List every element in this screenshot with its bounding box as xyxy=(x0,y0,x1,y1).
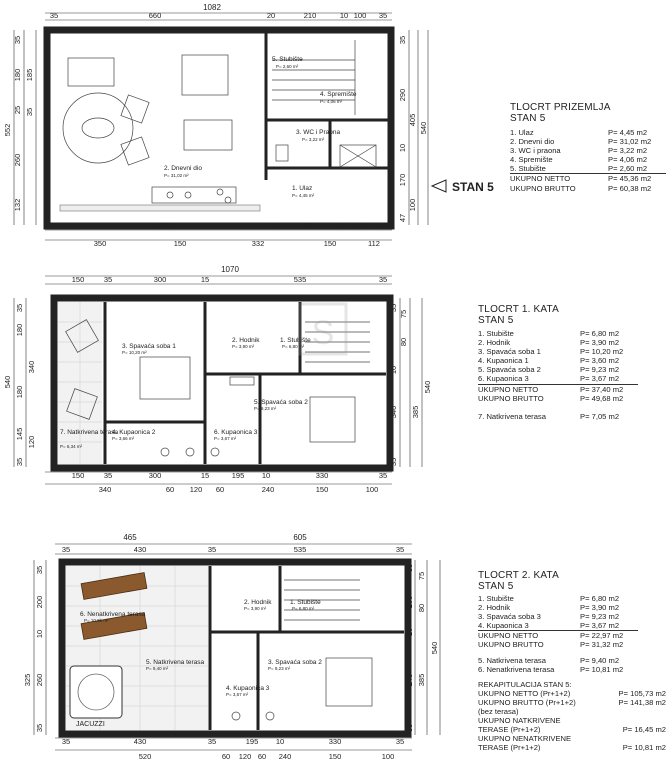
table-row: 1. Stubište P= 6,80 m2 xyxy=(478,329,620,338)
dim-bot-5: 195 xyxy=(231,471,245,480)
table-subtitle: STAN 5 xyxy=(478,581,514,592)
table-total-row: UKUPNO NETTO P= 37,40 m2 xyxy=(478,384,624,394)
dim-left-3: 25 xyxy=(13,105,22,115)
room-label: 3. Spavaća soba 1 xyxy=(122,343,176,350)
dim-top-2: 430 xyxy=(133,545,147,554)
dim-right-3: 200 xyxy=(405,595,414,609)
dim-top-4: 535 xyxy=(293,545,307,554)
room-area: P= 4,06 m² xyxy=(320,99,343,104)
dim-bot-o7: 100 xyxy=(381,752,395,761)
dim-top-total: 1082 xyxy=(203,3,221,12)
dim-top-1: 35 xyxy=(49,11,59,20)
room-area: P= 3,67 m² xyxy=(214,436,237,441)
first-floor-plan xyxy=(0,262,460,502)
table-total-row: UKUPNO BRUTTO P= 60,38 m2 xyxy=(510,183,652,193)
dim-top-3: 300 xyxy=(153,275,167,284)
dim-left-6: 35 xyxy=(35,723,44,733)
dim-right-5: 340 xyxy=(389,405,398,419)
dim-left-2: 180 xyxy=(15,323,24,337)
dim-bot-3: 300 xyxy=(148,471,162,480)
room-label: 3. Spavaća soba 2 xyxy=(268,659,322,666)
table-row: 6. Kupaonica 3 P= 3,67 m2 xyxy=(478,374,638,384)
recap-label: UKUPNO NENATKRIVENE xyxy=(478,734,572,744)
table-row: 3. WC i praona P= 3,22 m2 xyxy=(510,146,648,156)
dim-bot-o6: 150 xyxy=(315,485,329,494)
room-area: P= 3,66 m² xyxy=(112,436,135,441)
dim-top-6: 100 xyxy=(353,11,367,20)
table-row: 7. Natkrivena terasa P= 7,05 m2 xyxy=(478,411,620,421)
dim-bot-2: 430 xyxy=(133,737,147,746)
table-total-row: UKUPNO NETTO P= 22,97 m2 xyxy=(478,631,624,641)
room-label: 6. Kupaonica 3 xyxy=(214,429,258,436)
dim-right-3: 80 xyxy=(399,337,408,347)
recap-row: UKUPNO NETTO (Pr+1+2) P= 105,73 m2 xyxy=(478,688,666,698)
dim-bot-o2: 150 xyxy=(173,239,187,248)
dim-top-5: 35 xyxy=(395,545,405,554)
dim-left-5: 132 xyxy=(13,198,22,212)
entrance-marker-icon xyxy=(432,180,446,192)
dim-top-3: 20 xyxy=(266,11,276,20)
dim-top-total: 1070 xyxy=(221,265,239,274)
dim-bot-6: 330 xyxy=(328,737,342,746)
table-title: TLOCRT 1. KATA xyxy=(478,304,559,315)
dim-bot-5: 10 xyxy=(275,737,285,746)
table-row: 3. Spavaća soba 3 P= 9,23 m2 xyxy=(478,612,620,622)
dim-bot-4: 15 xyxy=(200,471,210,480)
dim-left-3: 340 xyxy=(27,360,36,374)
dim-left-4: 180 xyxy=(15,385,24,399)
room-label: 4. Kupaonica 3 xyxy=(226,685,270,692)
dim-right-6: 170 xyxy=(398,173,407,187)
dim-right-7: 35 xyxy=(389,457,398,467)
dim-bot-4: 190 xyxy=(298,221,312,230)
dim-bot-7: 35 xyxy=(395,737,405,746)
room-label: 3. WC i Praona xyxy=(296,129,341,136)
dim-bot-2: 660 xyxy=(158,221,172,230)
dim-bot-6: 10 xyxy=(261,471,271,480)
room-label: 7. Natkrivena terasa xyxy=(60,429,119,436)
room-label: 6. Nenatkrivena terasa xyxy=(80,611,146,618)
room-area: P= 9,40 m² xyxy=(146,666,169,671)
dim-bot-o1: 340 xyxy=(98,485,112,494)
dim-bot-5: 10 xyxy=(333,221,343,230)
dim-right-4: 10 xyxy=(398,143,407,153)
room-label: 2. Dnevni dio xyxy=(164,165,202,172)
dim-bot-o3: 332 xyxy=(251,239,265,248)
dim-left-6: 185 xyxy=(25,68,34,82)
dim-bot-o2: 60 xyxy=(165,485,175,494)
dim-right-5: 10 xyxy=(405,627,414,637)
room-label: 5. Stubište xyxy=(272,56,303,63)
dim-top-7: 35 xyxy=(378,11,388,20)
dim-bot-o3: 120 xyxy=(238,752,252,761)
dim-right-1: 35 xyxy=(389,303,398,313)
dim-bot-o5: 240 xyxy=(261,485,275,494)
dim-left-1: 35 xyxy=(35,565,44,575)
dim-left-7: 35 xyxy=(25,107,34,117)
recap-row: TERASE (Pr+1+2) P= 10,81 m2 xyxy=(478,743,666,753)
table-row: 2. Hodnik P= 3,90 m2 xyxy=(478,603,620,613)
dim-left-5: 260 xyxy=(35,673,44,687)
dim-top-1: 150 xyxy=(71,275,85,284)
second-floor-area-table xyxy=(478,570,668,753)
dim-left-total: 540 xyxy=(3,375,12,389)
dim-right-4: 80 xyxy=(417,603,426,613)
room-area: P= 6,34 m² xyxy=(60,444,83,449)
dim-left-4: 325 xyxy=(23,673,32,687)
dim-bot-o1: 520 xyxy=(138,752,152,761)
dim-bot-o5: 112 xyxy=(368,239,380,248)
table-title: TLOCRT 2. KATA xyxy=(478,570,559,581)
dim-bot-o5: 240 xyxy=(278,752,292,761)
dim-right-8: 35 xyxy=(405,723,414,733)
dim-bot-8: 35 xyxy=(378,471,388,480)
dim-bot-o1: 350 xyxy=(93,239,107,248)
dim-bot-o3: 120 xyxy=(189,485,203,494)
recap-row: UKUPNO BRUTTO (Pr+1+2) P= 141,38 m2 xyxy=(478,697,666,707)
dim-bot-2: 35 xyxy=(103,471,113,480)
dim-bot-o4: 60 xyxy=(215,485,225,494)
table-subtitle: STAN 5 xyxy=(510,113,546,124)
table-row: 4. Spremište P= 4,06 m2 xyxy=(510,155,648,165)
dim-bot-7: 47 xyxy=(381,221,391,230)
dim-top-4: 210 xyxy=(303,11,317,20)
second-floor-plan xyxy=(0,530,460,768)
room-area: P= 4,45 m² xyxy=(292,193,315,198)
table-row: 1. Ulaz P= 4,45 m2 xyxy=(510,128,648,137)
dim-bot-4: 195 xyxy=(245,737,259,746)
dim-top-6: 35 xyxy=(378,275,388,284)
dim-right-5: 540 xyxy=(419,121,428,135)
dim-top-5: 10 xyxy=(339,11,349,20)
dim-top-o1: 465 xyxy=(123,533,137,542)
room-label: 1. Stubište xyxy=(280,337,311,344)
room-area: P= 9,23 m² xyxy=(268,666,291,671)
table-row: 3. Spavaća soba 1 P= 10,20 m2 xyxy=(478,347,624,357)
room-area: P= 2,60 m² xyxy=(276,64,299,69)
room-label: 4. Kupaonica 2 xyxy=(112,429,156,436)
table-row: 5. Spavaća soba 2 P= 9,23 m2 xyxy=(478,365,620,375)
room-area: P= 3,67 m² xyxy=(226,692,249,697)
dim-bot-o7: 100 xyxy=(365,485,379,494)
dim-right-7: 100 xyxy=(408,198,417,212)
table-row: 6. Nenatkrivena terasa P= 10,81 m2 xyxy=(478,664,624,674)
dim-bot-6: 100 xyxy=(353,221,367,230)
room-label: 1. Stubište xyxy=(290,599,321,606)
ground-floor-area-table xyxy=(510,102,666,193)
dim-right-3: 405 xyxy=(408,113,417,127)
table-subtitle: STAN 5 xyxy=(478,315,514,326)
dim-bot-o6: 150 xyxy=(328,752,342,761)
dim-top-4: 15 xyxy=(200,275,210,284)
dim-top-2: 35 xyxy=(103,275,113,284)
dim-right-1: 35 xyxy=(398,35,407,45)
recap-title: REKAPITULACIJA STAN 5: xyxy=(478,679,572,689)
room-area: P= 6,80 m² xyxy=(282,344,305,349)
dim-top-1: 35 xyxy=(61,545,71,554)
dim-bot-1: 150 xyxy=(71,471,85,480)
dim-top-2: 660 xyxy=(148,11,162,20)
dim-bot-o2: 60 xyxy=(221,752,231,761)
dim-right-4: 10 xyxy=(389,365,398,375)
table-total-row: UKUPNO BRUTTO P= 49,68 m2 xyxy=(478,393,624,403)
ground-floor-plan xyxy=(0,0,494,262)
room-label: 5. Spavaća soba 2 xyxy=(254,399,308,406)
dim-right-2: 290 xyxy=(398,88,407,102)
room-area: P= 10,81 m² xyxy=(84,618,109,623)
room-area: P= 31,02 m² xyxy=(164,173,189,178)
dim-right-1: 35 xyxy=(405,563,414,573)
dim-right-6: 245 xyxy=(405,673,414,687)
recap-note: (bez terasa) xyxy=(478,707,519,717)
dim-bot-1: 35 xyxy=(61,737,71,746)
dim-bot-7: 330 xyxy=(315,471,329,480)
table-row: 4. Kupaonica 1 P= 3,60 m2 xyxy=(478,356,620,366)
room-label: 2. Hodnik xyxy=(244,599,272,606)
room-label: 5. Natkrivena terasa xyxy=(146,659,205,666)
table-row: 5. Stubište P= 2,60 m2 xyxy=(510,164,666,174)
dim-right-7: 385 xyxy=(417,673,426,687)
room-area: P= 6,80 m² xyxy=(292,606,315,611)
dim-left-6: 120 xyxy=(27,435,36,449)
room-label: 4. Spremište xyxy=(320,91,357,98)
dim-left-total: 552 xyxy=(3,123,12,137)
dim-bot-3: 35 xyxy=(207,737,217,746)
entrance-label: STAN 5 xyxy=(452,180,494,194)
room-label: 2. Hodnik xyxy=(232,337,260,344)
table-row: 2. Dnevni dio P= 31,02 m2 xyxy=(510,137,652,147)
dim-right-2: 75 xyxy=(417,571,426,581)
svg-text:S: S xyxy=(311,314,335,352)
dim-top-o2: 605 xyxy=(293,533,307,542)
dim-left-7: 35 xyxy=(15,457,24,467)
dim-left-4: 260 xyxy=(13,153,22,167)
table-total-row: UKUPNO NETTO P= 45,36 m2 xyxy=(510,174,652,184)
dim-left-2: 180 xyxy=(13,68,22,82)
table-row: 4. Kupaonica 3 P= 3,67 m2 xyxy=(478,621,638,631)
room-label: 1. Ulaz xyxy=(292,185,313,192)
recap-label: UKUPNO NATKRIVENE xyxy=(478,716,561,726)
table-title: TLOCRT PRIZEMLJA xyxy=(510,102,611,113)
dim-left-2: 200 xyxy=(35,595,44,609)
room-area: P= 9,23 m² xyxy=(254,406,277,411)
table-total-row: UKUPNO BRUTTO P= 31,32 m2 xyxy=(478,640,624,650)
jacuzzi-label: JACUZZI xyxy=(76,721,105,728)
table-row: 2. Hodnik P= 3,90 m2 xyxy=(478,338,620,348)
room-area: P= 3,90 m² xyxy=(244,606,267,611)
first-floor-area-table xyxy=(478,304,638,421)
dim-bot-o4: 60 xyxy=(257,752,267,761)
dim-bot-1: 47 xyxy=(45,221,55,230)
dim-left-1: 35 xyxy=(13,35,22,45)
dim-right-8: 47 xyxy=(398,213,407,223)
dim-left-3: 10 xyxy=(35,629,44,639)
table-row: 1. Stubište P= 6,80 m2 xyxy=(478,594,620,603)
dim-right-6: 385 xyxy=(411,405,420,419)
dim-top-5: 535 xyxy=(293,275,307,284)
dim-left-1: 35 xyxy=(15,303,24,313)
room-area: P= 10,20 m² xyxy=(122,350,147,355)
dim-bot-3: 20 xyxy=(267,221,277,230)
dim-right-2: 75 xyxy=(399,309,408,319)
watermark-logo-icon xyxy=(268,300,378,380)
recap-row: TERASE (Pr+1+2) P= 16,45 m2 xyxy=(478,725,666,735)
room-area: P= 3,22 m² xyxy=(302,137,325,142)
table-row: 5. Natkrivena terasa P= 9,40 m2 xyxy=(478,655,620,665)
dim-right-total: 540 xyxy=(423,380,432,394)
dim-bot-o4: 150 xyxy=(323,239,337,248)
room-area: P= 3,90 m² xyxy=(232,344,255,349)
dim-left-5: 145 xyxy=(15,427,24,441)
dim-top-3: 35 xyxy=(207,545,217,554)
dim-right-total: 540 xyxy=(430,641,439,655)
